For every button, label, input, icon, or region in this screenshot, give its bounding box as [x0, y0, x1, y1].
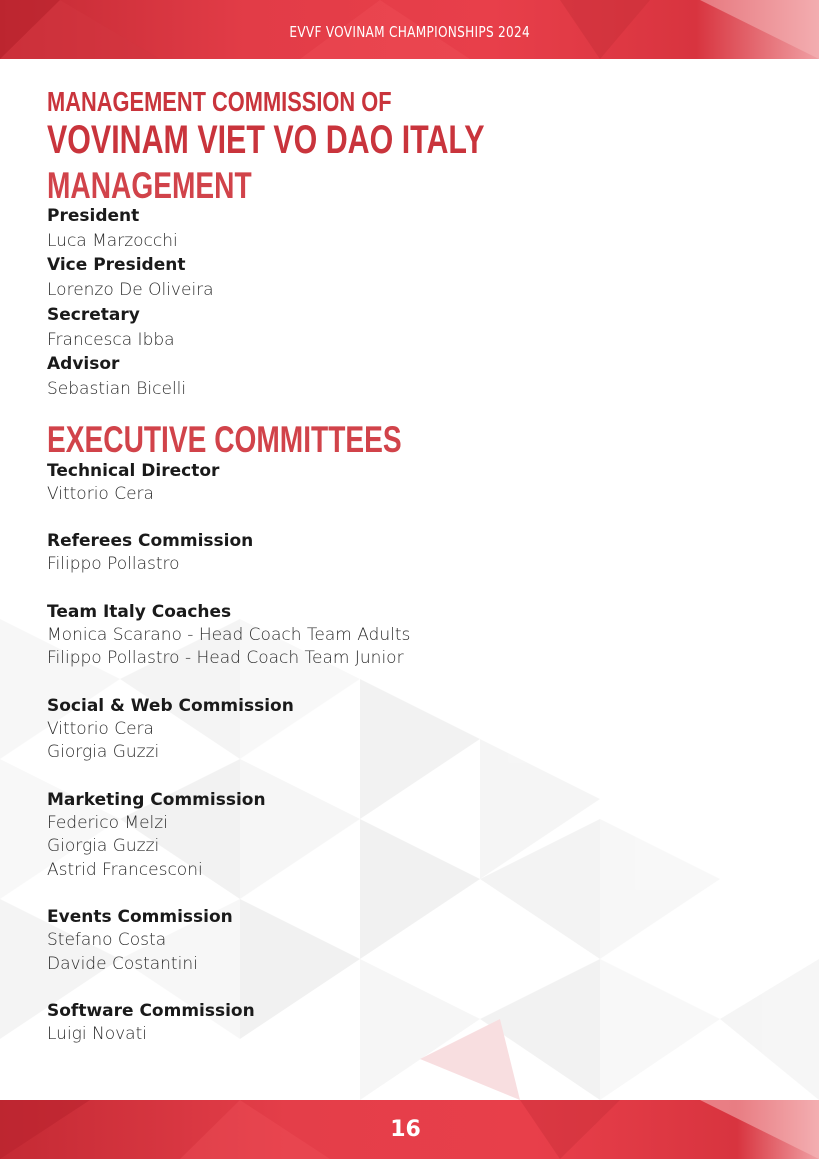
header-title: [0, 0, 819, 59]
person-name: Giorgia Guzzi: [47, 836, 160, 857]
role-title: Marketing Commission: [47, 789, 266, 810]
person-name: Filippo Pollastro - Head Coach Team Junior: [47, 648, 404, 669]
management-heading: MANAGEMENT: [47, 165, 252, 206]
role-title: Events Commission: [47, 907, 233, 928]
person-name: Luigi Novati: [47, 1024, 147, 1045]
role-group: [47, 600, 747, 671]
role-title: Team Italy Coaches: [47, 601, 232, 622]
role-group: [47, 459, 747, 507]
person-name: Luca Marzocchi: [47, 230, 178, 251]
person-name: Monica Scarano - Head Coach Team Adults: [47, 624, 411, 645]
role-title: Technical Director: [47, 460, 220, 481]
role-group: [47, 253, 747, 302]
person-name: Giorgia Guzzi: [47, 742, 160, 763]
role-group: [47, 905, 747, 976]
role-title: Social & Web Commission: [47, 695, 294, 716]
person-name: Filippo Pollastro: [47, 554, 180, 575]
role-title: Software Commission: [47, 1001, 255, 1022]
person-name: Davide Costantini: [47, 953, 198, 974]
role-title: Secretary: [47, 304, 140, 325]
person-name: Vittorio Cera: [47, 718, 154, 739]
page-number-text: 16: [390, 1117, 421, 1142]
person-name: Stefano Costa: [47, 930, 167, 951]
person-name: Francesca Ibba: [47, 329, 175, 350]
person-name: Astrid Francesconi: [47, 859, 203, 880]
management-list: [47, 204, 747, 402]
role-group: [47, 788, 747, 883]
person-name: Lorenzo De Oliveira: [47, 280, 214, 301]
header-title-text: EVVF VOVINAM CHAMPIONSHIPS 2024: [289, 22, 530, 41]
heading-line-2: VOVINAM VIET VO DAO ITALY: [47, 118, 485, 162]
heading-line-1: MANAGEMENT COMMISSION OF: [47, 86, 392, 117]
role-group: [47, 999, 747, 1047]
role-group: [47, 204, 747, 253]
role-group: [47, 694, 747, 765]
role-title: Referees Commission: [47, 531, 254, 552]
role-title: Vice President: [47, 255, 186, 276]
role-group: [47, 303, 747, 352]
executive-heading: EXECUTIVE COMMITTEES: [47, 418, 402, 460]
role-title: President: [47, 206, 140, 226]
person-name: Sebastian Bicelli: [47, 378, 187, 399]
role-group: [47, 529, 747, 577]
role-title: Advisor: [47, 354, 120, 375]
executive-list: [47, 459, 747, 1047]
page-number: [0, 1100, 819, 1159]
person-name: Vittorio Cera: [47, 483, 154, 504]
person-name: Federico Melzi: [47, 812, 168, 833]
page-content: [47, 86, 747, 1070]
role-group: [47, 352, 747, 401]
